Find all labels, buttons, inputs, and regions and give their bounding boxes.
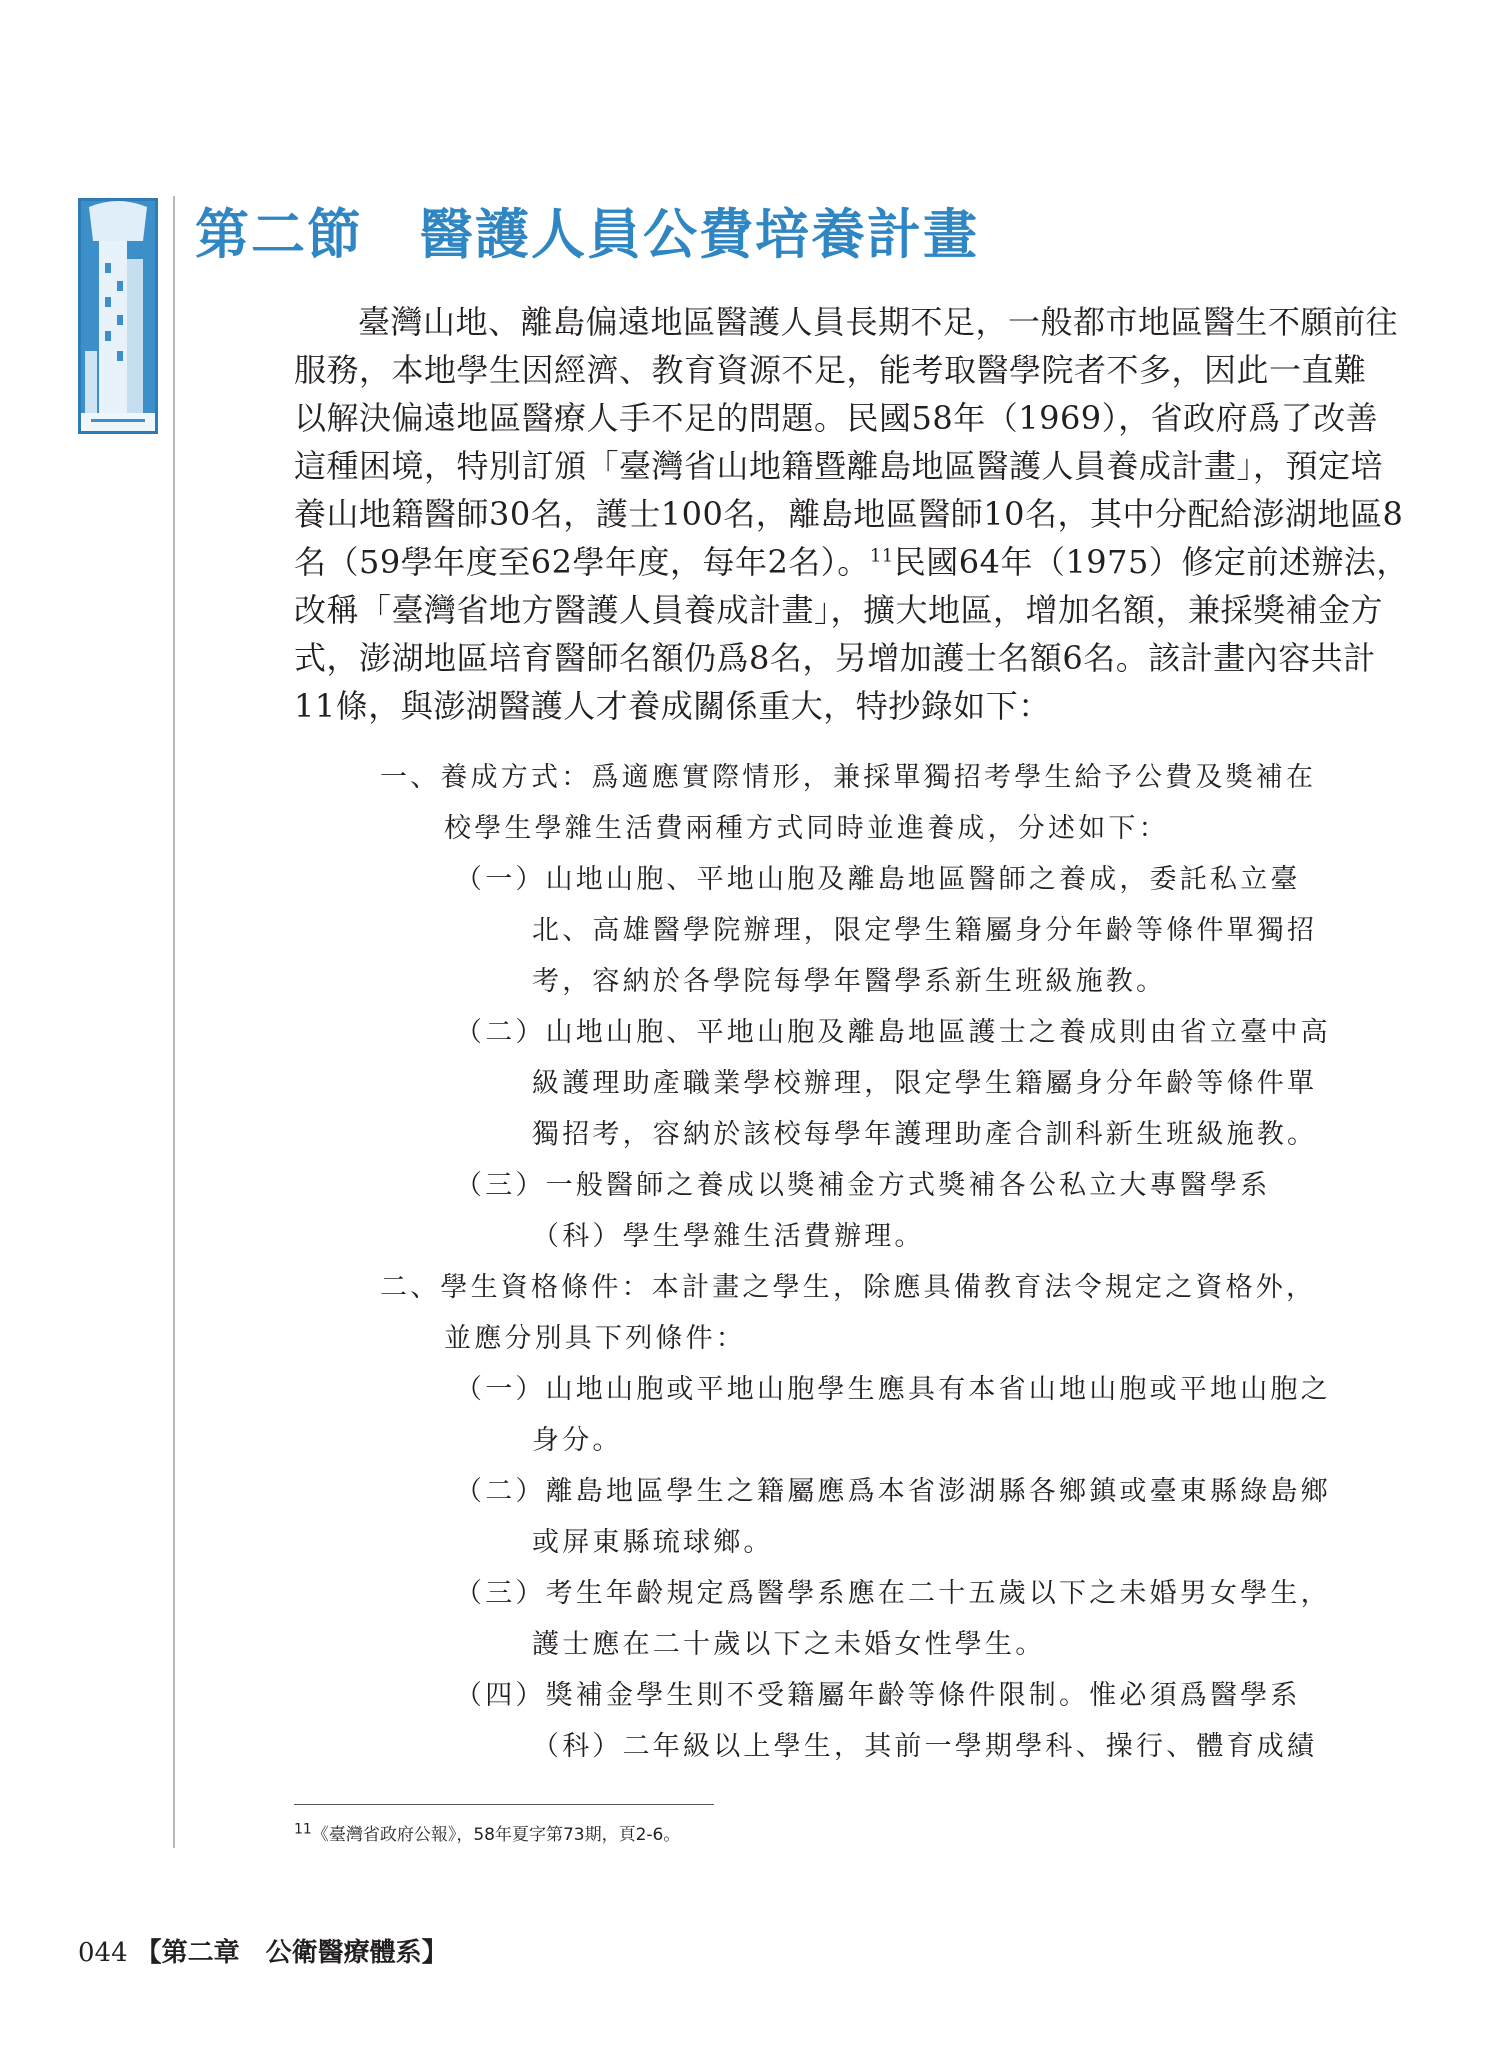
footnote [294, 1820, 680, 1845]
sub-item-heading: （二）離島地區學生之籍屬應爲本省澎湖縣各鄉鎮或臺東縣綠島鄉 [455, 1476, 1331, 1507]
footnote-divider [294, 1804, 714, 1805]
item-heading: 二、學生資格條件：本計畫之學生，除應具備教育法令規定之資格外， [380, 1272, 1317, 1303]
margin-rule [173, 196, 175, 1848]
footnote-text: 《臺灣省政府公報》，58年夏字第73期，頁2-6。 [311, 1825, 681, 1845]
section-heading: 醫護人員公費培養計畫 [419, 202, 979, 266]
sub-item-heading: （一）山地山胞、平地山胞及離島地區醫師之養成，委託私立臺 [455, 864, 1301, 895]
sub-item-line: 護士應在二十歲以下之未婚女性學生。 [532, 1629, 1046, 1660]
sub-item-line: 獨招考，容納於該校每學年護理助產合訓科新生班級施教。 [532, 1119, 1318, 1150]
body-line: 這種困境，特別訂頒「臺灣省山地籍暨離島地區醫護人員養成計畫」，預定培 [294, 447, 1384, 485]
footnote-marker: 11 [869, 545, 894, 567]
section-label: 第二節 [195, 202, 363, 266]
body-line: 式，澎湖地區培育醫師名額仍爲8名，另增加護士名額6名。該計畫內容共計 [294, 639, 1376, 677]
item-heading: 一、養成方式：爲適應實際情形，兼採單獨招考學生給予公費及獎補在 [380, 762, 1317, 793]
page-folio [78, 1932, 448, 1969]
body-line: 民國64年（1975）修定前述辦法， [893, 543, 1409, 581]
body-line: 11條，與澎湖醫護人才養成關係重大，特抄錄如下： [294, 687, 1051, 725]
page-number: 044 [78, 1938, 128, 1968]
section-title [195, 192, 979, 269]
sub-item-line: （科）學生學雜生活費辦理。 [532, 1221, 925, 1252]
body-line: 服務，本地學生因經濟、教育資源不足，能考取醫學院者不多，因此一直難 [294, 351, 1367, 389]
body-line: 臺灣山地、離島偏遠地區醫護人員長期不足，一般都市地區醫生不願前往 [358, 303, 1399, 341]
sub-item-heading: （一）山地山胞或平地山胞學生應具有本省山地山胞或平地山胞之 [455, 1374, 1331, 1405]
running-chapter-title: 【第二章 公衛醫療體系】 [135, 1938, 448, 1968]
body-line: 改稱「臺灣省地方醫護人員養成計畫」，擴大地區，增加名額，兼採獎補金方 [294, 591, 1384, 629]
body-line: 名（59學年度至62學年度，每年2名）。 [294, 543, 870, 581]
sub-item-line: 身分。 [532, 1425, 623, 1456]
sub-item-line: 級護理助產職業學校辦理，限定學生籍屬身分年齡等條件單 [532, 1068, 1318, 1099]
sub-item-line: 北、高雄醫學院辦理，限定學生籍屬身分年齡等條件單獨招 [532, 915, 1318, 946]
item-continuation: 校學生學雜生活費兩種方式同時並進養成，分述如下： [444, 813, 1169, 844]
sub-item-heading: （三）一般醫師之養成以獎補金方式獎補各公私立大專醫學系 [455, 1170, 1271, 1201]
body-line: 養山地籍醫師30名，護士100名，離島地區醫師10名，其中分配給澎湖地區8 [294, 495, 1404, 533]
sub-item-heading: （四）獎補金學生則不受籍屬年齡等條件限制。惟必須爲醫學系 [455, 1680, 1301, 1711]
item-continuation: 並應分別具下列條件： [444, 1323, 746, 1354]
sub-item-line: 或屏東縣琉球鄉。 [532, 1527, 774, 1558]
lighthouse-icon [81, 201, 155, 431]
footnote-number: 11 [294, 1821, 312, 1838]
sub-item-line: （科）二年級以上學生，其前一學期學科、操行、體育成績 [532, 1731, 1318, 1762]
body-line: 以解決偏遠地區醫療人手不足的問題。民國58年（1969），省政府爲了改善 [294, 399, 1379, 437]
sub-item-heading: （三）考生年齡規定爲醫學系應在二十五歲以下之未婚男女學生， [455, 1578, 1331, 1609]
sub-item-heading: （二）山地山胞、平地山胞及離島地區護士之養成則由省立臺中高 [455, 1017, 1331, 1048]
section-emblem-lighthouse [78, 198, 158, 434]
sub-item-line: 考，容納於各學院每學年醫學系新生班級施教。 [532, 966, 1167, 997]
